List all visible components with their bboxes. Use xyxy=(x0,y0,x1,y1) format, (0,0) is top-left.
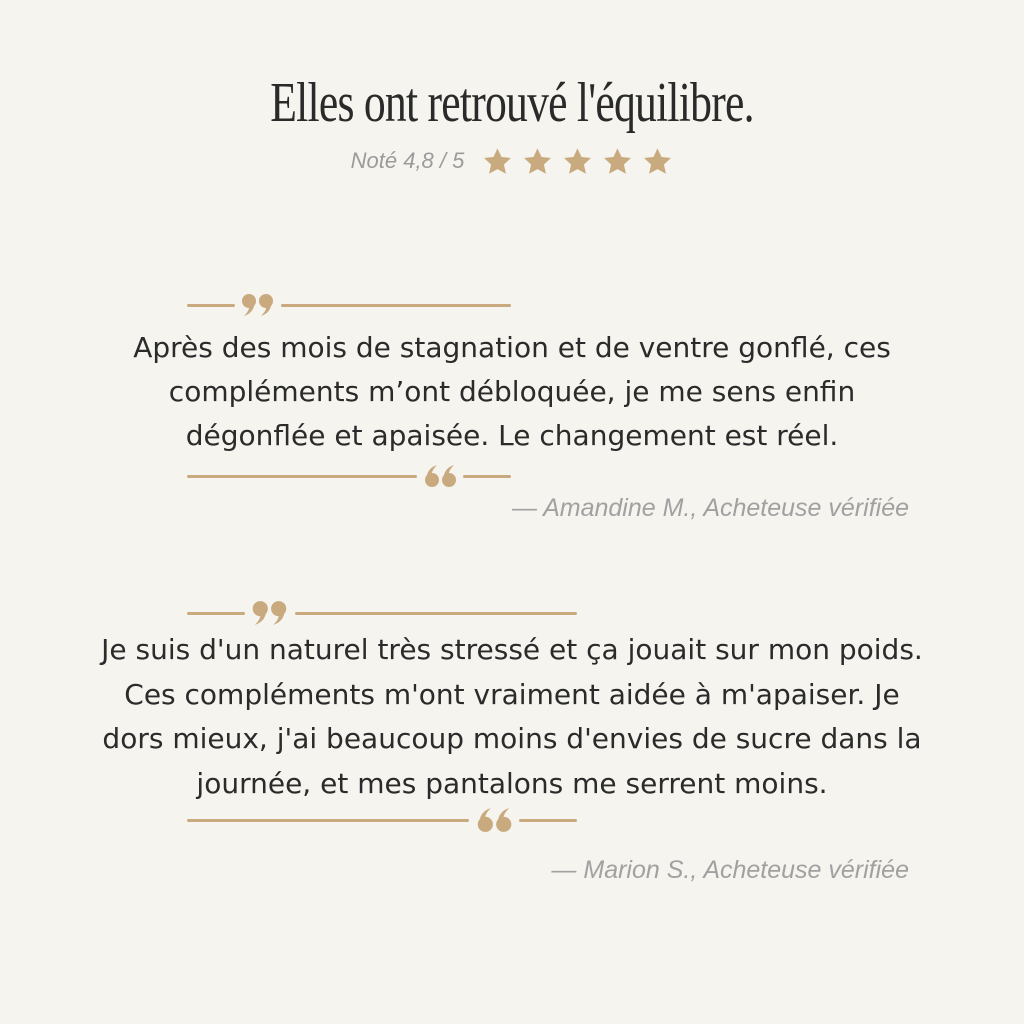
star-icon xyxy=(522,146,553,177)
quote-rule-top xyxy=(187,293,511,317)
divider-line xyxy=(281,304,511,307)
divider-line xyxy=(187,612,245,615)
review-line: Ces compléments m'ont vraiment aidée à m'apaiser. Je xyxy=(124,677,900,711)
review-line: journée, et mes pantalons me serrent moins. xyxy=(196,766,828,800)
star-icon xyxy=(602,146,633,177)
review-line: Je suis d'un naturel très stressé et ça jouait sur mon poids. xyxy=(101,633,923,666)
review-author: — Amandine M., Acheteuse vérifiée xyxy=(512,494,909,522)
review-line: dors mieux, j'ai beaucoup moins d'envies de sucre dans la xyxy=(102,722,922,755)
page-title: Elles ont retrouvé l'équilibre. xyxy=(270,72,754,134)
rating-summary xyxy=(0,146,1024,177)
close-quote-icon xyxy=(241,293,275,317)
star-rating xyxy=(482,146,673,177)
review-line: dégonflée et apaisée. Le changement est réel. xyxy=(185,419,839,452)
close-quote-icon xyxy=(251,600,289,626)
divider-line xyxy=(519,819,577,822)
divider-line xyxy=(187,304,235,307)
rating-label: Noté 4,8 / 5 xyxy=(350,147,465,173)
divider-line xyxy=(187,819,469,822)
review-line: Après des mois de stagnation et de ventre gonflé, ces xyxy=(133,331,891,364)
star-icon xyxy=(562,146,593,177)
divider-line xyxy=(463,475,511,478)
quote-rule-bottom xyxy=(187,807,577,833)
quote-rule-top xyxy=(187,600,577,626)
review-line: compléments m’ont débloquée, je me sens enfin xyxy=(168,375,856,408)
divider-line xyxy=(187,475,417,478)
divider-line xyxy=(295,612,577,615)
review-text xyxy=(0,628,1024,806)
open-quote-icon xyxy=(423,464,457,488)
star-icon xyxy=(642,146,673,177)
quote-rule-bottom xyxy=(187,464,511,488)
open-quote-icon xyxy=(475,807,513,833)
star-icon xyxy=(482,146,513,177)
review-author: — Marion S., Acheteuse vérifiée xyxy=(551,856,909,884)
review-text xyxy=(0,326,1024,458)
